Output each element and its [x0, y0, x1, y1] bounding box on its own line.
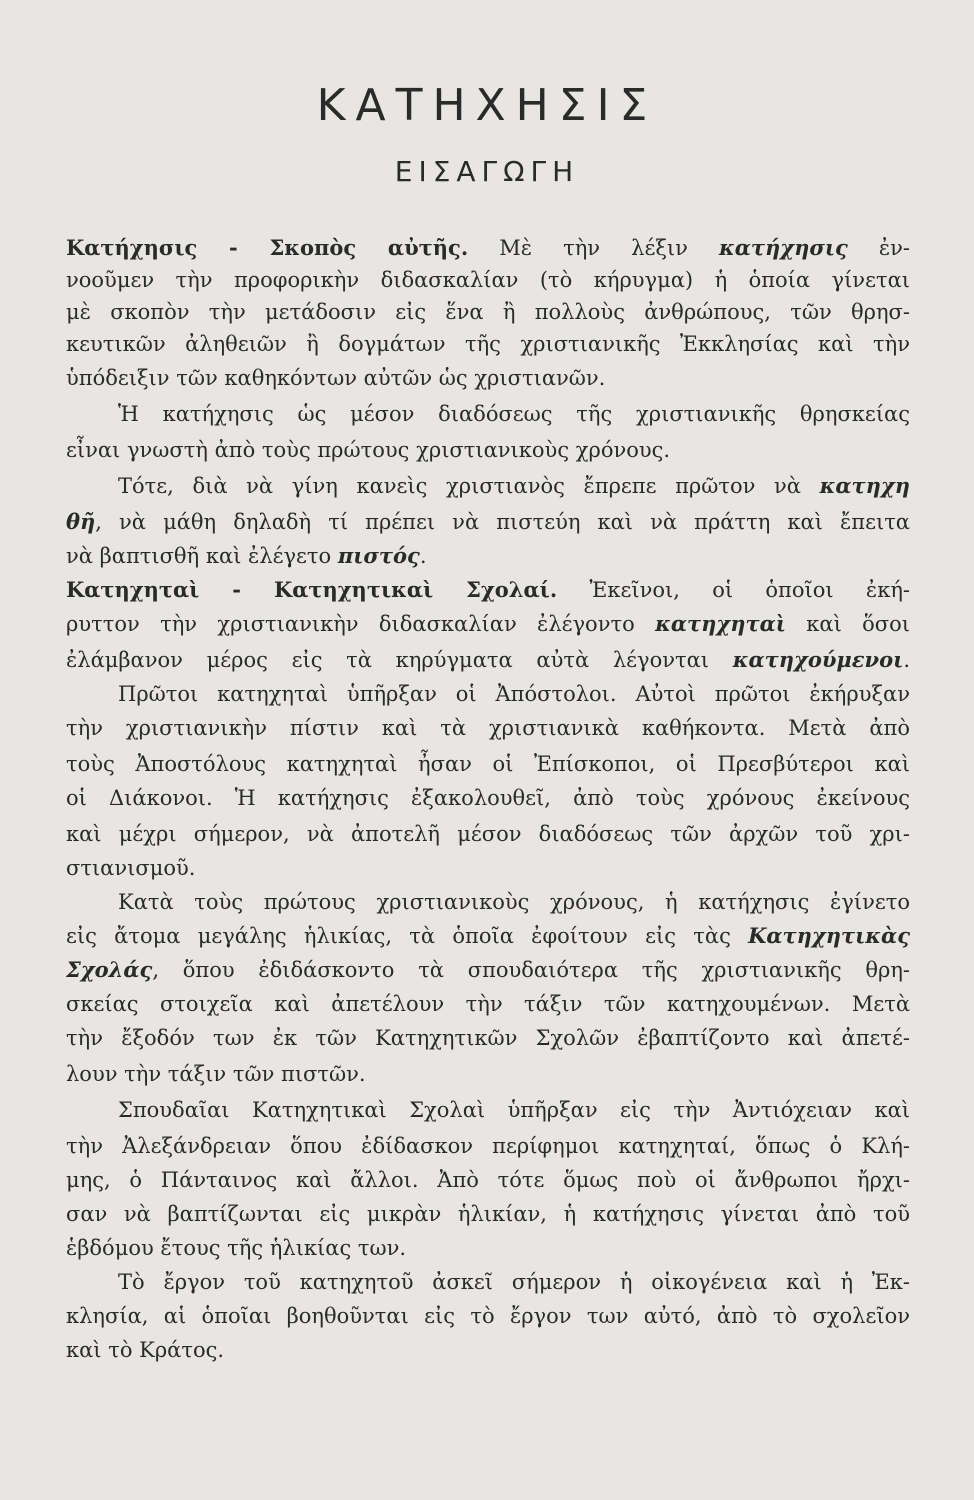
text-run: τὴν χριστιανικὴν πίστιν καὶ τὰ χριστιανικὰ καθήκοντα. Μετὰ ἀπὸ	[66, 716, 910, 740]
emphasized-term: κατηχούμενοι	[732, 647, 904, 672]
text-line	[66, 1198, 910, 1230]
text-run: εἶναι γνωστὴ ἀπὸ τοὺς πρώτους χριστιανικοὺς χρόνους.	[66, 438, 671, 462]
text-run: νὰ βαπτισθῆ καὶ ἐλέγετο	[66, 544, 338, 568]
text-run: λουν τὴν τάξιν τῶν πιστῶν.	[66, 1062, 366, 1086]
text-line	[66, 1300, 910, 1332]
text-line	[66, 748, 910, 780]
text-run: καὶ ὅσοι	[785, 612, 910, 636]
text-line	[66, 434, 910, 466]
text-line	[118, 1266, 910, 1298]
text-line	[66, 712, 910, 744]
text-line	[66, 574, 910, 606]
emphasized-term: κατηχηταὶ	[655, 611, 786, 636]
text-run: νοοῦμεν τὴν προφορικὴν διδασκαλίαν (τὸ κήρυγμα) ἡ ὁποία γίνεται	[66, 268, 910, 292]
text-run: Πρῶτοι κατηχηταὶ ὑπῆρξαν οἱ Ἀπόστολοι. Αὐτοὶ πρῶτοι ἐκήρυξαν	[118, 682, 910, 706]
text-line	[66, 782, 910, 814]
text-line	[66, 608, 910, 640]
text-run: σαν νὰ βαπτίζωνται εἰς μικρὰν ἡλικίαν, ἡ κατήχησις γίνεται ἀπὸ τοῦ	[66, 1202, 910, 1226]
text-line	[66, 1164, 910, 1196]
text-run: .	[419, 544, 427, 568]
text-line	[66, 328, 910, 360]
text-line	[66, 362, 910, 394]
text-line	[66, 1058, 910, 1090]
text-run: Ἡ κατήχησις ὡς μέσον διαδόσεως τῆς χριστιανικῆς θρησκείας	[118, 402, 910, 426]
text-run: Ἐκεῖνοι, οἱ ὁποῖοι ἐκή-	[557, 578, 910, 602]
text-line	[118, 398, 910, 430]
text-line	[66, 818, 910, 850]
page-title: ΚΑΤΗΧΗΣΙΣ	[316, 80, 658, 131]
text-run: κευτικῶν ἀληθειῶν ἢ δογμάτων τῆς χριστιανικῆς Ἐκκλησίας καὶ τὴν	[66, 332, 910, 356]
emphasized-term: κατήχησις	[718, 235, 848, 260]
page-subtitle: ΕΙΣΑΓΩΓΗ	[394, 155, 580, 188]
emphasized-term: Κατηχητικὰς	[748, 923, 910, 948]
text-run: ἐλάμβανον μέρος εἰς τὰ κηρύγματα αὐτὰ λέγονται	[66, 648, 733, 672]
text-line	[66, 852, 910, 884]
text-line	[66, 540, 910, 572]
text-line	[66, 1232, 910, 1264]
text-run: μης, ὁ Πάνταινος καὶ ἄλλοι. Ἀπὸ τότε ὅμως ποὺ οἱ ἄνθρωποι ἤρχι-	[66, 1168, 910, 1192]
text-run: τὴν ἔξοδόν των ἐκ τῶν Κατηχητικῶν Σχολῶν ἐβαπτίζοντο καὶ ἀπετέ-	[66, 1026, 910, 1050]
text-line	[66, 264, 910, 296]
text-line	[66, 1022, 910, 1054]
text-line	[118, 678, 910, 710]
text-line	[66, 1334, 910, 1366]
text-run: , νὰ μάθη δηλαδὴ τί πρέπει νὰ πιστεύη καὶ νὰ πράττη καὶ ἔπειτα	[95, 510, 910, 534]
text-run: ὑπόδειξιν τῶν καθηκόντων αὐτῶν ὡς χριστιανῶν.	[66, 366, 606, 390]
text-run: οἱ Διάκονοι. Ἡ κατήχησις ἐξακολουθεῖ, ἀπὸ τοὺς χρόνους ἐκείνους	[66, 786, 910, 810]
text-run: Σπουδαῖαι Κατηχητικαὶ Σχολαὶ ὑπῆρξαν εἰς τὴν Ἀντιόχειαν καὶ	[118, 1098, 910, 1122]
text-line	[118, 470, 910, 502]
text-run: ἐν-	[847, 236, 910, 260]
emphasized-term: Κατήχησις - Σκοπὸς αὐτῆς.	[66, 235, 469, 260]
emphasized-term: Κατηχηταὶ - Κατηχητικαὶ Σχολαί.	[66, 577, 558, 602]
text-line	[66, 232, 910, 264]
text-line	[118, 1094, 910, 1126]
text-run: Τὸ ἔργον τοῦ κατηχητοῦ ἀσκεῖ σήμερον ἡ οἰκογένεια καὶ ἡ Ἐκ-	[118, 1270, 910, 1294]
text-run: τὴν Ἀλεξάνδρειαν ὅπου ἐδίδασκον περίφημοι κατηχηταί, ὅπως ὁ Κλή-	[66, 1134, 910, 1158]
text-run: εἰς ἄτομα μεγάλης ἡλικίας, τὰ ὁποῖα ἐφοίτουν εἰς τὰς	[66, 924, 749, 948]
text-run: , ὅπου ἐδιδάσκοντο τὰ σπουδαιότερα τῆς χριστιανικῆς θρη-	[152, 958, 910, 982]
text-run: καὶ μέχρι σήμερον, νὰ ἀποτελῆ μέσον διαδόσεως τῶν ἀρχῶν τοῦ χρι-	[66, 822, 910, 846]
emphasized-term: κατηχη	[819, 473, 910, 498]
text-line	[66, 296, 910, 328]
text-line	[66, 644, 910, 676]
text-run: καὶ τὸ Κράτος.	[66, 1338, 225, 1362]
text-line	[66, 506, 910, 538]
emphasized-term: Σχολάς	[66, 957, 153, 982]
text-run: τοὺς Ἀποστόλους κατηχηταὶ ἦσαν οἱ Ἐπίσκοποι, οἱ Πρεσβύτεροι καὶ	[66, 752, 910, 776]
text-run: ρυττον τὴν χριστιανικὴν διδασκαλίαν ἐλέγοντο	[66, 612, 656, 636]
text-run: κλησία, αἱ ὁποῖαι βοηθοῦνται εἰς τὸ ἔργον των αὐτό, ἀπὸ τὸ σχολεῖον	[66, 1304, 910, 1328]
emphasized-term: θῆ	[66, 509, 96, 534]
text-run: ἑβδόμου ἔτους τῆς ἡλικίας των.	[66, 1236, 407, 1260]
text-run: μὲ σκοπὸν τὴν μετάδοσιν εἰς ἕνα ἢ πολλοὺς ἀνθρώπους, τῶν θρησ-	[66, 300, 910, 324]
text-run: σκείας στοιχεῖα καὶ ἀπετέλουν τὴν τάξιν τῶν κατηχουμένων. Μετὰ	[66, 992, 910, 1016]
text-run: Μὲ τὴν λέξιν	[468, 236, 719, 260]
emphasized-term: πιστός	[337, 543, 420, 568]
text-line	[66, 988, 910, 1020]
text-line	[66, 954, 910, 986]
text-run: Κατὰ τοὺς πρώτους χριστιανικοὺς χρόνους, ἡ κατήχησις ἐγίνετο	[118, 890, 910, 914]
text-run: .	[903, 648, 910, 672]
text-line	[66, 1130, 910, 1162]
text-line	[118, 886, 910, 918]
text-run: στιανισμοῦ.	[66, 856, 196, 880]
text-line	[66, 920, 910, 952]
text-run: Τότε, διὰ νὰ γίνη κανεὶς χριστιανὸς ἔπρεπε πρῶτον νὰ	[118, 474, 820, 498]
